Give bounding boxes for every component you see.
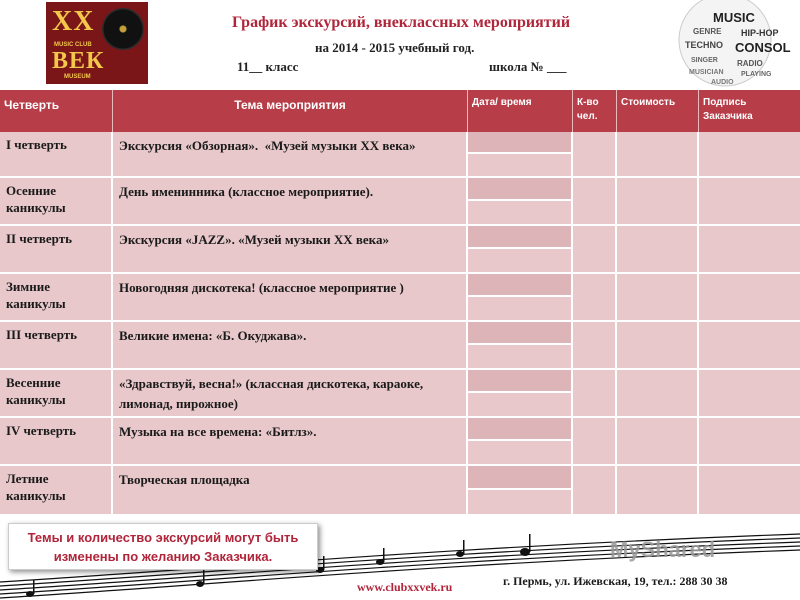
logo-bottom-text: ВЕК: [52, 48, 105, 74]
time-input-slot[interactable]: [468, 249, 571, 272]
sphere-word: AUDIO: [711, 79, 734, 86]
column-header-cost: Стоимость: [617, 90, 699, 132]
date-input-slot[interactable]: [468, 418, 571, 441]
count-cell[interactable]: [573, 466, 617, 514]
watermark: MyShared: [610, 537, 716, 562]
term-label: Летние каникулы: [6, 471, 66, 503]
term-label: III четверть: [6, 327, 78, 342]
date-input-slot[interactable]: [468, 466, 571, 490]
term-label: Весенние каникулы: [6, 375, 66, 407]
term-cell: [0, 322, 113, 368]
time-input-slot[interactable]: [468, 393, 571, 416]
cost-cell[interactable]: [617, 322, 699, 368]
table-row: [0, 132, 800, 178]
count-cell[interactable]: [573, 274, 617, 320]
column-header-signature: Подпись Заказчика: [703, 97, 753, 122]
address-text: г. Пермь, ул. Ижевская, 19, тел.: 288 30 38: [503, 574, 728, 588]
date-input-slot[interactable]: [468, 178, 571, 201]
table-row: [0, 466, 800, 516]
cost-cell[interactable]: [617, 178, 699, 224]
page-title: График экскурсий, внеклассных мероприятий: [232, 14, 571, 31]
topic-cell: [113, 322, 468, 368]
date-input-slot[interactable]: [468, 274, 571, 297]
topic-label: Великие имена: «Б. Окуджава».: [119, 328, 307, 343]
column-header-topic: Тема мероприятия: [113, 90, 468, 132]
term-label: Осенние каникулы: [6, 183, 66, 215]
topic-cell: [113, 178, 468, 224]
count-cell[interactable]: [573, 132, 617, 176]
table-row: [0, 178, 800, 226]
sphere-word: MUSICIAN: [689, 69, 724, 76]
signature-cell[interactable]: [699, 466, 800, 514]
column-header-count: К-во чел.: [573, 90, 617, 132]
table-row: [0, 322, 800, 370]
vinyl-record-icon: [102, 8, 144, 50]
topic-cell: [113, 370, 468, 416]
cost-cell[interactable]: [617, 418, 699, 464]
website-link[interactable]: www.clubxxvek.ru: [357, 580, 453, 594]
date-input-slot[interactable]: [468, 322, 571, 345]
date-cell[interactable]: [468, 370, 573, 416]
date-cell[interactable]: [468, 132, 573, 176]
signature-cell[interactable]: [699, 274, 800, 320]
count-cell[interactable]: [573, 322, 617, 368]
signature-cell[interactable]: [699, 370, 800, 416]
date-cell[interactable]: [468, 226, 573, 272]
logo-museum-text: MUSEUM: [64, 74, 91, 80]
date-input-slot[interactable]: [468, 226, 571, 249]
school-field: школа № ___: [489, 59, 567, 74]
term-cell: [0, 178, 113, 224]
sphere-word: TECHNO: [685, 40, 723, 50]
topic-label: Новогодняя дискотека! (классное мероприятие ): [119, 280, 404, 295]
topic-label: Экскурсия «JAZZ». «Музей музыки XX века»: [119, 232, 389, 247]
topic-cell: [113, 274, 468, 320]
sphere-word: CONSOL: [735, 40, 791, 55]
term-cell: [0, 466, 113, 514]
date-cell[interactable]: [468, 274, 573, 320]
table-header: [0, 90, 800, 132]
count-cell[interactable]: [573, 226, 617, 272]
time-input-slot[interactable]: [468, 154, 571, 176]
cost-cell[interactable]: [617, 370, 699, 416]
logo-top-text: XX: [52, 6, 95, 37]
topic-label: Музыка на все времена: «Битлз».: [119, 424, 317, 439]
topic-label: Творческая площадка: [119, 472, 250, 487]
topic-label: «Здравствуй, весна!» (классная дискотека, караоке, лимонад, пирожное): [119, 376, 424, 411]
topic-cell: [113, 226, 468, 272]
term-label: Зимние каникулы: [6, 279, 66, 311]
signature-cell[interactable]: [699, 178, 800, 224]
count-cell[interactable]: [573, 178, 617, 224]
cost-cell[interactable]: [617, 274, 699, 320]
signature-cell[interactable]: [699, 226, 800, 272]
date-input-slot[interactable]: [468, 370, 571, 393]
time-input-slot[interactable]: [468, 345, 571, 368]
term-label: IV четверть: [6, 423, 77, 438]
topic-label: Экскурсия «Обзорная». «Музей музыки XX века»: [119, 138, 416, 153]
signature-cell[interactable]: [699, 322, 800, 368]
time-input-slot[interactable]: [468, 441, 571, 464]
term-cell: [0, 370, 113, 416]
sphere-word: GENRE: [693, 27, 722, 36]
sphere-word: HIP-HOP: [741, 28, 779, 38]
term-cell: [0, 418, 113, 464]
disclaimer-text: Темы и количество экскурсий могут быть изменены по желанию Заказчика.: [27, 530, 299, 564]
music-club-logo: [46, 2, 148, 84]
column-header-date: Дата/ время: [468, 90, 573, 132]
sphere-word: PLAYING: [741, 71, 772, 78]
column-header-term: Четверть: [0, 90, 113, 132]
date-cell[interactable]: [468, 322, 573, 368]
page-subtitle: на 2014 - 2015 учебный год.: [315, 40, 475, 55]
topic-cell: [113, 466, 468, 514]
sphere-word: RADIO: [737, 59, 763, 68]
class-field: 11__ класс: [237, 59, 299, 74]
term-cell: [0, 226, 113, 272]
logo-club-text: MUSIC CLUB: [54, 42, 92, 48]
term-cell: [0, 132, 113, 176]
date-cell[interactable]: [468, 418, 573, 464]
topic-label: День именинника (классное мероприятие).: [119, 184, 374, 199]
table-row: [0, 274, 800, 322]
cost-cell[interactable]: [617, 132, 699, 176]
table-row: [0, 370, 800, 418]
term-label: II четверть: [6, 231, 72, 246]
music-word-sphere-logo: [655, 0, 795, 86]
time-input-slot[interactable]: [468, 297, 571, 320]
time-input-slot[interactable]: [468, 201, 571, 224]
date-cell[interactable]: [468, 178, 573, 224]
table-row: [0, 226, 800, 274]
term-cell: [0, 274, 113, 320]
disclaimer-note: [8, 523, 318, 570]
topic-cell: [113, 132, 468, 176]
topic-cell: [113, 418, 468, 464]
count-cell[interactable]: [573, 418, 617, 464]
signature-cell[interactable]: [699, 132, 800, 176]
count-cell[interactable]: [573, 370, 617, 416]
cost-cell[interactable]: [617, 226, 699, 272]
term-label: I четверть: [6, 137, 67, 152]
table-row: [0, 418, 800, 466]
cost-cell[interactable]: [617, 466, 699, 514]
date-input-slot[interactable]: [468, 132, 571, 154]
sphere-word: MUSIC: [713, 10, 755, 25]
sphere-word: SINGER: [691, 57, 718, 64]
signature-cell[interactable]: [699, 418, 800, 464]
date-cell[interactable]: [468, 466, 573, 514]
time-input-slot[interactable]: [468, 490, 571, 514]
events-table: [0, 90, 800, 520]
